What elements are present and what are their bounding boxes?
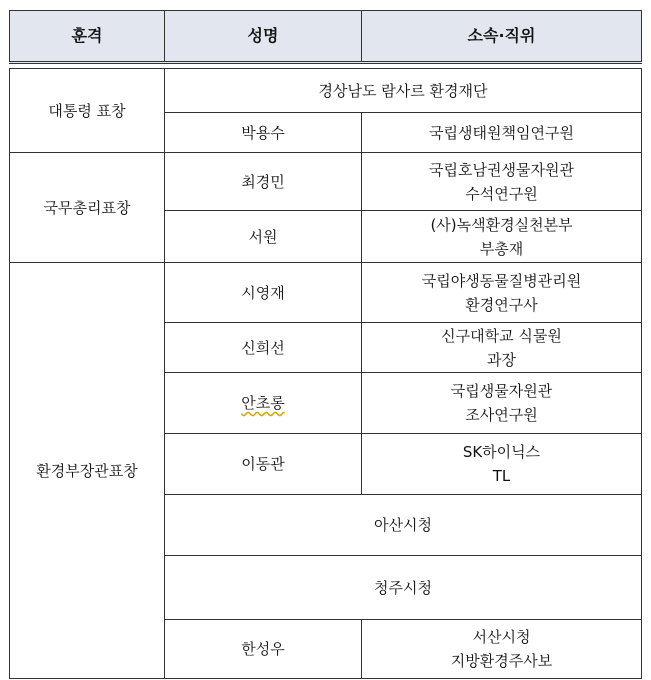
header-affiliation: 소속·직위 xyxy=(362,11,642,63)
header-row xyxy=(10,11,642,63)
position-line: 환경연구사 xyxy=(465,295,538,314)
header-name: 성명 xyxy=(165,11,362,63)
name-cell: 최경민 xyxy=(165,153,362,211)
affiliation-cell xyxy=(362,373,642,434)
table-row xyxy=(10,69,642,113)
position-line: 지방환경주사보 xyxy=(450,652,553,670)
affiliation-line: (사)녹색환경실천본부 xyxy=(430,215,573,234)
org-cell: 청주시청 xyxy=(165,556,642,620)
award-minister: 환경부장관표창 xyxy=(10,263,165,679)
affiliation-cell: 국립생태원책임연구원 xyxy=(362,113,642,153)
affiliation-cell xyxy=(362,620,642,679)
position-line: TL xyxy=(492,467,511,485)
table-row xyxy=(10,263,642,323)
position-line: 수석연구원 xyxy=(465,184,538,203)
org-cell: 아산시청 xyxy=(165,495,642,556)
position-line: 부총재 xyxy=(479,239,524,258)
affiliation-cell xyxy=(362,211,642,263)
affiliation-cell xyxy=(362,153,642,211)
position-line: 과장 xyxy=(487,350,516,369)
name-text: 안초롱 xyxy=(241,394,285,412)
affiliation-line: 서산시청 xyxy=(472,628,531,646)
header-award: 훈격 xyxy=(10,11,165,63)
award-table xyxy=(9,10,642,679)
affiliation-cell xyxy=(362,434,642,495)
position-line: 조사연구원 xyxy=(465,406,538,424)
table-row xyxy=(10,153,642,211)
name-cell: 신희선 xyxy=(165,323,362,373)
name-cell: 한성우 xyxy=(165,620,362,679)
award-presidential: 대통령 표창 xyxy=(10,69,165,153)
affiliation-cell xyxy=(362,323,642,373)
name-cell: 서원 xyxy=(165,211,362,263)
affiliation-line: 국립생물자원관 xyxy=(450,382,553,400)
name-cell: 시영재 xyxy=(165,263,362,323)
name-cell: 이동관 xyxy=(165,434,362,495)
affiliation-cell xyxy=(362,263,642,323)
org-cell: 경상남도 람사르 환경재단 xyxy=(165,69,642,113)
affiliation-line: SK하이닉스 xyxy=(462,443,541,461)
affiliation-line: 국립야생동물질병관리원 xyxy=(421,271,582,290)
name-cell: 박용수 xyxy=(165,113,362,153)
affiliation-line: 국립호남권생물자원관 xyxy=(429,160,574,179)
affiliation-line: 신구대학교 식물원 xyxy=(441,326,562,345)
award-prime-minister: 국무총리표창 xyxy=(10,153,165,263)
name-cell xyxy=(165,373,362,434)
